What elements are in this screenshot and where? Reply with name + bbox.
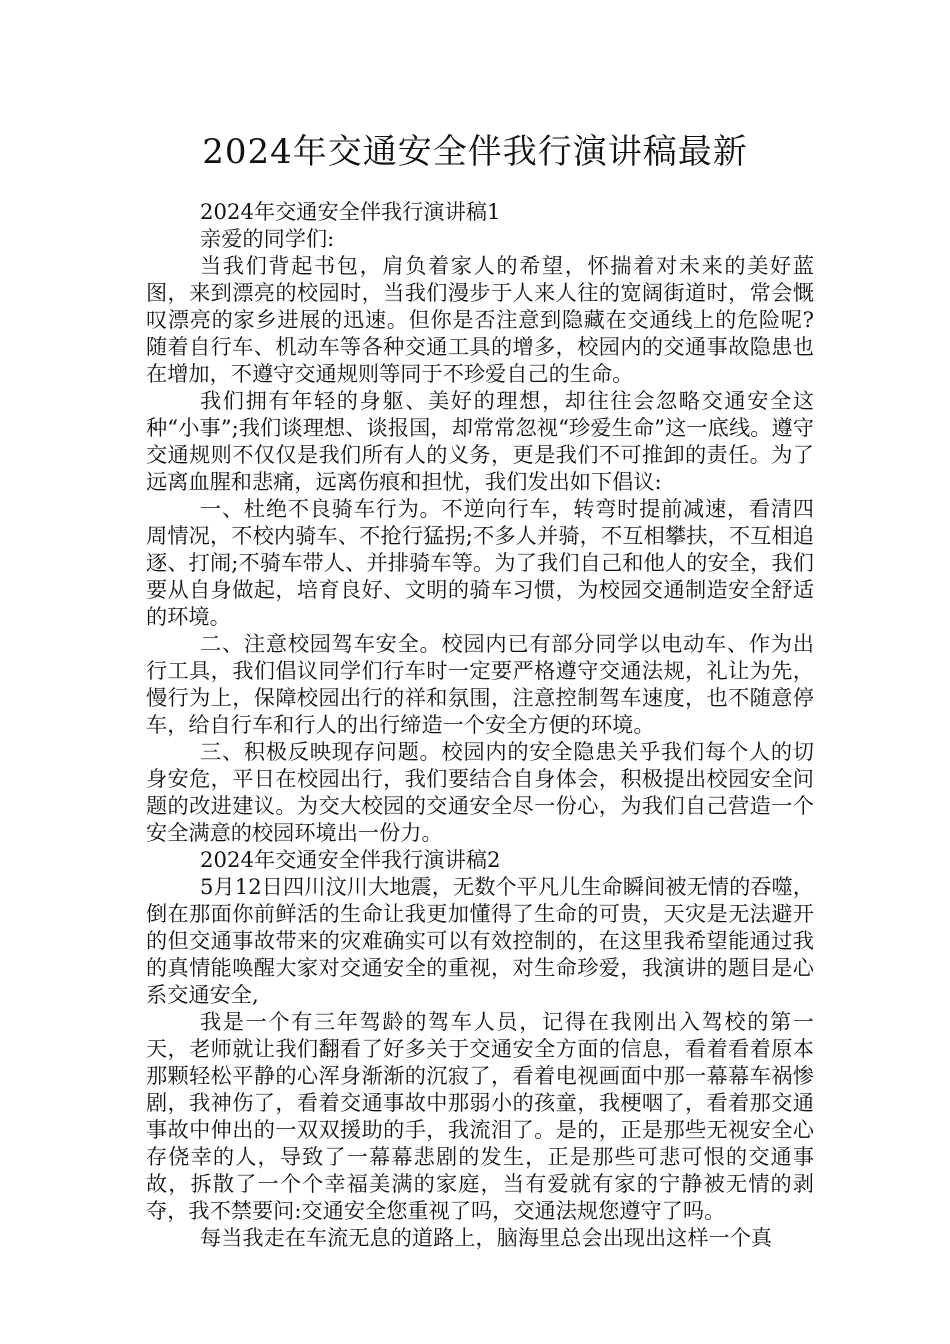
body-paragraph: 当我们背起书包，肩负着家人的希望，怀揣着对未来的美好蓝图，来到漂亮的校园时，当我们漫步于人来人往的宽阔街道时，常会慨叹漂亮的家乡进展的迅速。但你是否注意到隐藏在交通线上的危险呢?随着自行车、机动车等各种交通工具的增多，校园内的交通事故隐患也在增加，不遵守交通规则等同于不珍爱自己的生命。 bbox=[146, 253, 814, 386]
section-heading-1: 2024年交通安全伴我行演讲稿1 bbox=[200, 199, 501, 224]
document-title: 2024年交通安全伴我行演讲稿最新 bbox=[202, 132, 748, 172]
body-paragraph: 每当我走在车流无息的道路上，脑海里总会出现出这样一个真 bbox=[200, 1225, 773, 1250]
salutation: 亲爱的同学们: bbox=[200, 226, 335, 251]
section-heading-2: 2024年交通安全伴我行演讲稿2 bbox=[200, 847, 501, 872]
document-body bbox=[146, 198, 814, 1251]
body-paragraph: 三、积极反映现存问题。校园内的安全隐患关乎我们每个人的切身安危，平日在校园出行，我们要结合自身体会，积极提出校园安全问题的改进建议。为交大校园的交通安全尽一份心，为我们自己营造一个安全满意的校园环境出一份力。 bbox=[146, 739, 814, 845]
body-paragraph: 一、杜绝不良骑车行为。不逆向行车，转弯时提前减速，看清四周情况，不校内骑车、不抢行猛拐;不多人并骑，不互相攀扶，不互相追逐、打闹;不骑车带人、并排骑车等。为了我们自己和他人的安全，我们要从自身做起，培育良好、文明的骑车习惯，为校园交通制造安全舒适的环境。 bbox=[146, 496, 814, 629]
body-paragraph: 5月12日四川汶川大地震，无数个平凡儿生命瞬间被无情的吞噬，倒在那面你前鲜活的生命让我更加懂得了生命的可贵，天灾是无法避开的但交通事故带来的灾难确实可以有效控制的，在这里我希望能通过我的真情能唤醒大家对交通安全的重视，对生命珍爱，我演讲的题目是心系交通安全, bbox=[146, 874, 814, 1007]
body-paragraph: 我是一个有三年驾龄的驾车人员，记得在我刚出入驾校的第一天，老师就让我们翻看了好多关于交通安全方面的信息，看着看着原本那颗轻松平静的心浑身渐渐的沉寂了，看着电视画面中那一幕幕车祸惨剧，我神伤了，看着交通事故中那弱小的孩童，我梗咽了，看着那交通事故中伸出的一双双援助的手，我流泪了。是的，正是那些无视安全心存侥幸的人，导致了一幕幕悲剧的发生，正是那些可悲可恨的交通事故，拆散了一个个幸福美满的家庭，当有爱就有家的宁静被无情的剥夺，我不禁要问:交通安全您重视了吗，交通法规您遵守了吗。 bbox=[146, 1009, 814, 1223]
body-paragraph: 我们拥有年轻的身躯、美好的理想，却往往会忽略交通安全这种“小事”;我们谈理想、谈报国，却常常忽视“珍爱生命”这一底线。遵守交通规则不仅仅是我们所有人的义务，更是我们不可推卸的责任。为了远离血腥和悲痛，远离伤痕和担忧，我们发出如下倡议: bbox=[146, 388, 814, 494]
body-paragraph: 二、注意校园驾车安全。校园内已有部分同学以电动车、作为出行工具，我们倡议同学们行车时一定要严格遵守交通法规，礼让为先，慢行为上，保障校园出行的祥和氛围，注意控制驾车速度，也不随意停车，给自行车和行人的出行缔造一个安全方便的环境。 bbox=[146, 631, 814, 737]
